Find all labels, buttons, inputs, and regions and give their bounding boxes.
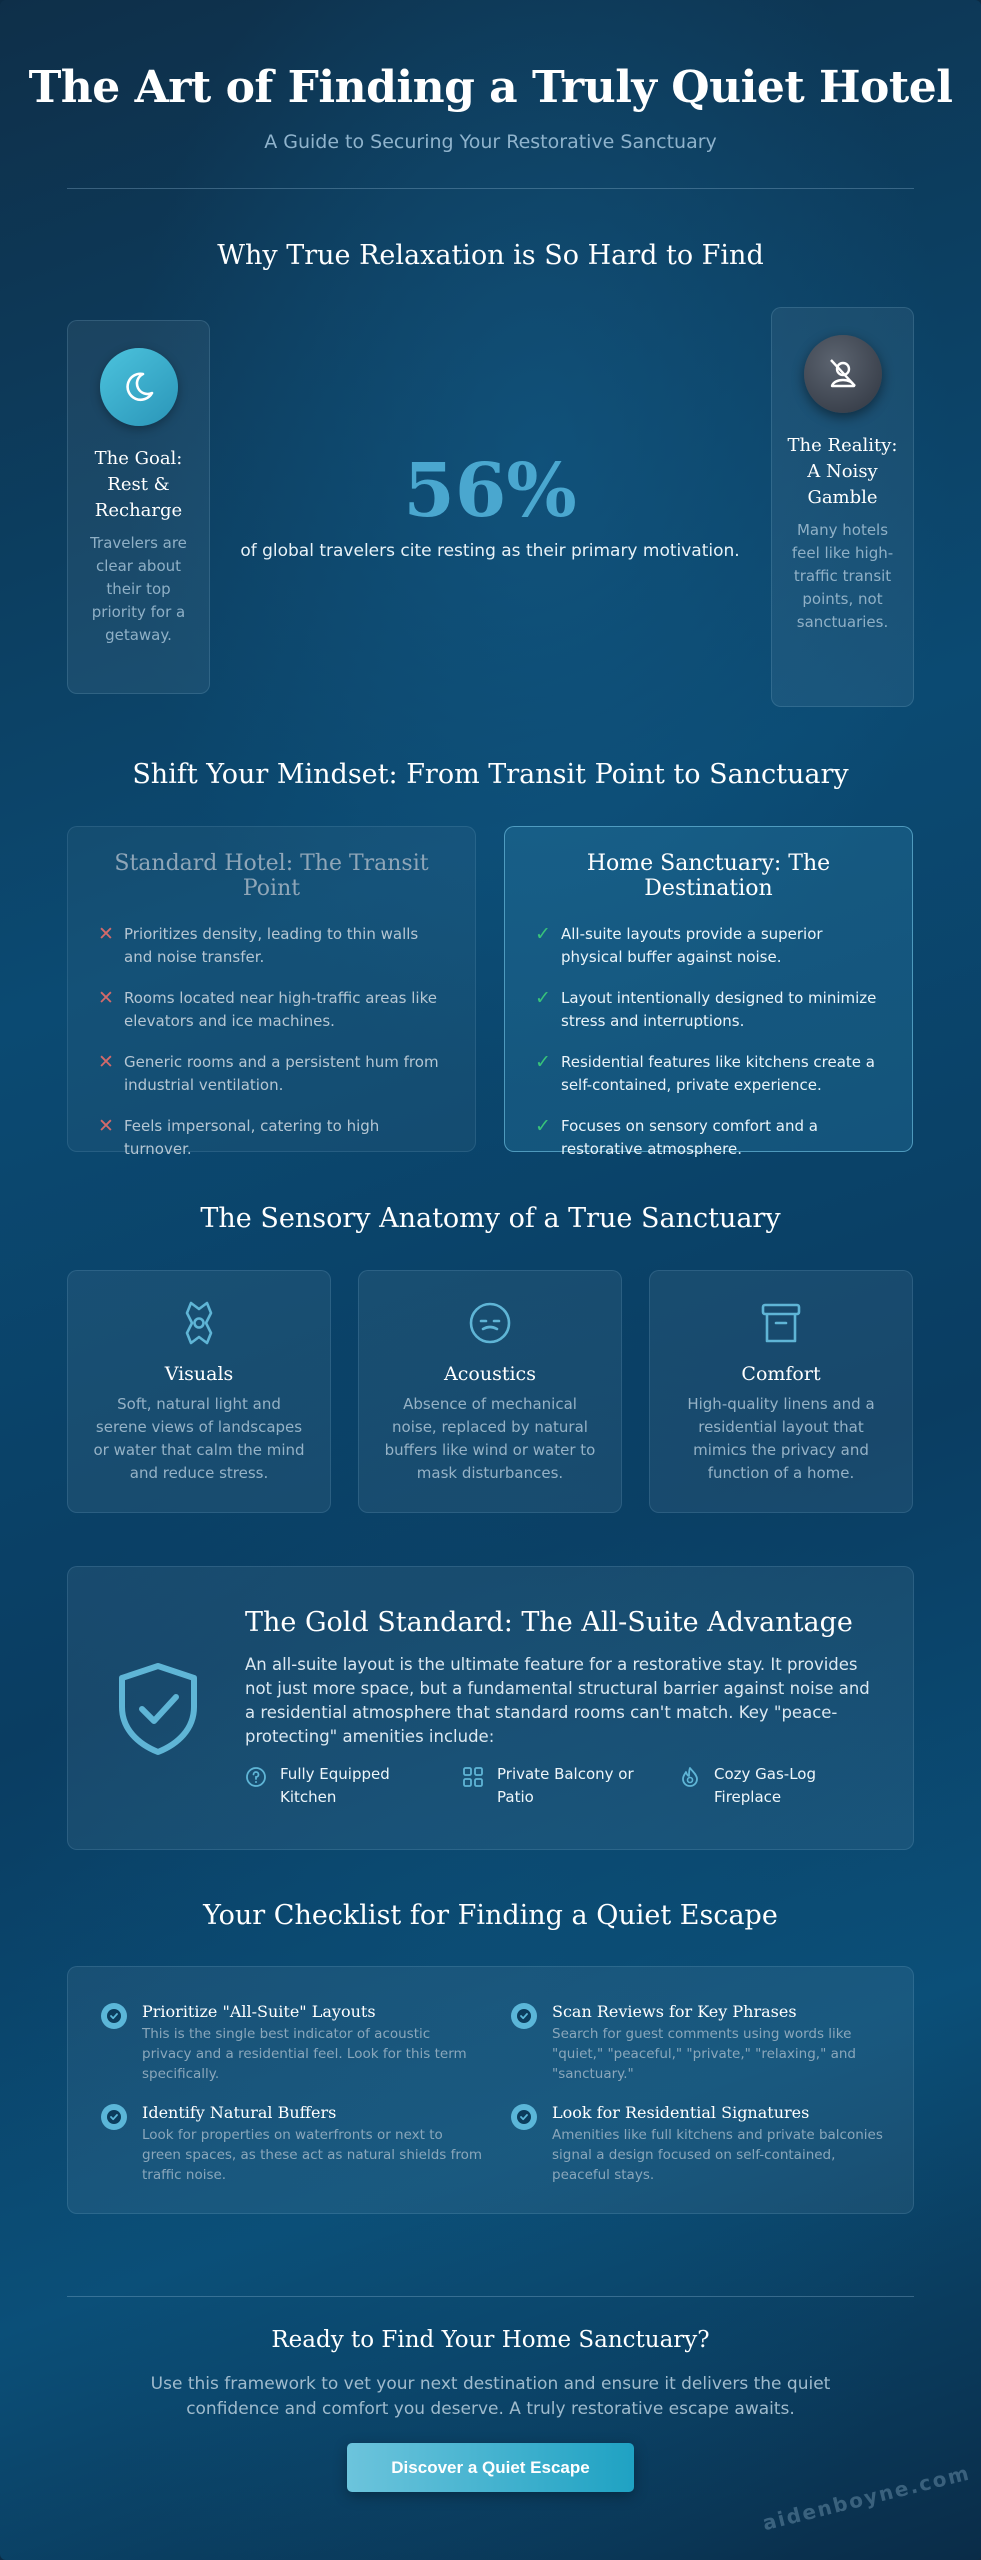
- goal-card: [67, 320, 210, 694]
- checklist-item-desc: Amenities like full kitchens and private balconies signal a design focused on self-contained, peaceful stays.: [552, 2127, 883, 2183]
- comfort-title: Comfort: [741, 1363, 821, 1385]
- amenity-item: [245, 1763, 440, 1809]
- page-title: The Art of Finding a Truly Quiet Hotel: [28, 62, 953, 113]
- checklist-item: [101, 2102, 482, 2185]
- amenity-item: [462, 1763, 657, 1809]
- watermark: aidenboyne.com: [760, 2460, 973, 2536]
- list-item: [94, 1051, 449, 1097]
- calm-face-icon: [466, 1299, 514, 1347]
- check-circle-icon: [101, 2003, 127, 2029]
- balcony-icon: [462, 1766, 484, 1788]
- moon-icon: [100, 348, 178, 426]
- checklist-item: [511, 2102, 892, 2185]
- cross-icon: ✕: [98, 923, 114, 945]
- visuals-card: [67, 1270, 331, 1513]
- list-item-text: Prioritizes density, leading to thin walls and noise transfer.: [124, 925, 419, 966]
- gold-standard-card: [67, 1566, 914, 1850]
- mindset-heading: Shift Your Mindset: From Transit Point to Sanctuary: [132, 759, 849, 790]
- list-item: [94, 987, 449, 1033]
- list-item-text: Feels impersonal, catering to high turnover.: [124, 1117, 380, 1158]
- shield-check-icon: [114, 1661, 202, 1757]
- check-icon: ✓: [535, 987, 551, 1009]
- visuals-title: Visuals: [164, 1363, 234, 1385]
- box-icon: [757, 1299, 805, 1347]
- check-circle-icon: [101, 2104, 127, 2130]
- gold-standard-title: The Gold Standard: The All-Suite Advantage: [245, 1607, 853, 1638]
- list-item-text: Rooms located near high-traffic areas like elevators and ice machines.: [124, 989, 437, 1030]
- checklist-heading: Your Checklist for Finding a Quiet Escape: [203, 1900, 778, 1931]
- amenity-label: Private Balcony or Patio: [497, 1765, 634, 1806]
- checklist-item: [101, 2001, 482, 2084]
- reality-title: The Reality: A Noisy Gamble: [787, 435, 898, 508]
- stat-value: 56%: [403, 448, 577, 534]
- checklist-card: [67, 1966, 914, 2214]
- amenity-label: Fully Equipped Kitchen: [280, 1765, 390, 1806]
- cta-text: Use this framework to vet your next destination and ensure it delivers the quiet confidence and comfort you deserve. A truly restorative escape awaits.: [150, 2374, 831, 2419]
- fireplace-icon: [679, 1766, 701, 1788]
- check-circle-icon: [511, 2003, 537, 2029]
- comfort-card: [649, 1270, 913, 1513]
- check-icon: ✓: [535, 1115, 551, 1137]
- standard-hotel-title: Standard Hotel: The Transit Point: [114, 851, 429, 901]
- checklist-item-desc: This is the single best indicator of acoustic privacy and a residential feel. Look for this term specifically.: [142, 2026, 467, 2082]
- checklist-item-title: Look for Residential Signatures: [552, 2103, 810, 2122]
- list-item: [94, 923, 449, 969]
- amenity-item: [679, 1763, 874, 1809]
- cross-icon: ✕: [98, 1115, 114, 1137]
- goal-desc: Travelers are clear about their top priority for a getaway.: [90, 534, 187, 644]
- cross-icon: ✕: [98, 1051, 114, 1073]
- checklist-item-title: Scan Reviews for Key Phrases: [552, 2002, 797, 2021]
- page-subtitle: A Guide to Securing Your Restorative Sanctuary: [264, 131, 717, 153]
- header: [0, 62, 981, 153]
- list-item-text: All-suite layouts provide a superior physical buffer against noise.: [561, 925, 823, 966]
- cta-title: Ready to Find Your Home Sanctuary?: [271, 2327, 710, 2353]
- eye-icon: [175, 1299, 223, 1347]
- amenity-label: Cozy Gas-Log Fireplace: [714, 1765, 817, 1806]
- visuals-desc: Soft, natural light and serene views of landscapes or water that calm the mind and reduce stress.: [93, 1395, 305, 1482]
- check-circle-icon: [511, 2104, 537, 2130]
- checklist-item-title: Identify Natural Buffers: [142, 2103, 337, 2122]
- cta-divider: [67, 2296, 914, 2297]
- checklist-item: [511, 2001, 892, 2084]
- acoustics-title: Acoustics: [444, 1363, 536, 1385]
- acoustics-card: [358, 1270, 622, 1513]
- list-item: [531, 1051, 886, 1097]
- check-icon: ✓: [535, 923, 551, 945]
- list-item-text: Residential features like kitchens create a self-contained, private experience.: [561, 1053, 875, 1094]
- header-divider: [67, 188, 914, 189]
- check-icon: ✓: [535, 1051, 551, 1073]
- home-sanctuary-title: Home Sanctuary: The Destination: [586, 851, 831, 901]
- list-item: [531, 1115, 886, 1161]
- discover-button[interactable]: Discover a Quiet Escape: [347, 2443, 634, 2492]
- checklist-item-title: Prioritize "All-Suite" Layouts: [142, 2002, 376, 2021]
- list-item: [531, 987, 886, 1033]
- reality-desc: Many hotels feel like high-traffic transit points, not sanctuaries.: [791, 521, 894, 631]
- list-item-text: Focuses on sensory comfort and a restorative atmosphere.: [561, 1117, 818, 1158]
- sensory-heading: The Sensory Anatomy of a True Sanctuary: [200, 1203, 781, 1234]
- goal-title: The Goal: Rest & Recharge: [94, 448, 183, 521]
- checklist-item-desc: Look for properties on waterfronts or next to green spaces, as these act as natural shields from traffic noise.: [142, 2127, 483, 2183]
- list-item: [531, 923, 886, 969]
- acoustics-desc: Absence of mechanical noise, replaced by natural buffers like wind or water to mask disturbances.: [384, 1395, 596, 1482]
- relaxation-heading: Why True Relaxation is So Hard to Find: [217, 240, 764, 271]
- reality-card: [771, 307, 914, 707]
- home-sanctuary-card: [504, 826, 913, 1158]
- kitchen-icon: [245, 1766, 267, 1788]
- comfort-desc: High-quality linens and a residential layout that mimics the privacy and function of a home.: [687, 1395, 875, 1482]
- checklist-item-desc: Search for guest comments using words like "quiet," "peaceful," "private," "relaxing," and "sanctuary.": [552, 2026, 856, 2082]
- standard-hotel-card: [67, 826, 476, 1158]
- stat-caption: of global travelers cite resting as their primary motivation.: [240, 541, 740, 561]
- cross-icon: ✕: [98, 987, 114, 1009]
- list-item-text: Layout intentionally designed to minimize stress and interruptions.: [561, 989, 877, 1030]
- gold-standard-text: An all-suite layout is the ultimate feature for a restorative stay. It provides not just more space, but a fundamental structural barrier against noise and a residential atmosphere that standard rooms can't match. Key "peace-protecting" amenities include:: [245, 1655, 870, 1746]
- list-item-text: Generic rooms and a persistent hum from industrial ventilation.: [124, 1053, 439, 1094]
- list-item: [94, 1115, 449, 1161]
- no-sleep-icon: [804, 335, 882, 413]
